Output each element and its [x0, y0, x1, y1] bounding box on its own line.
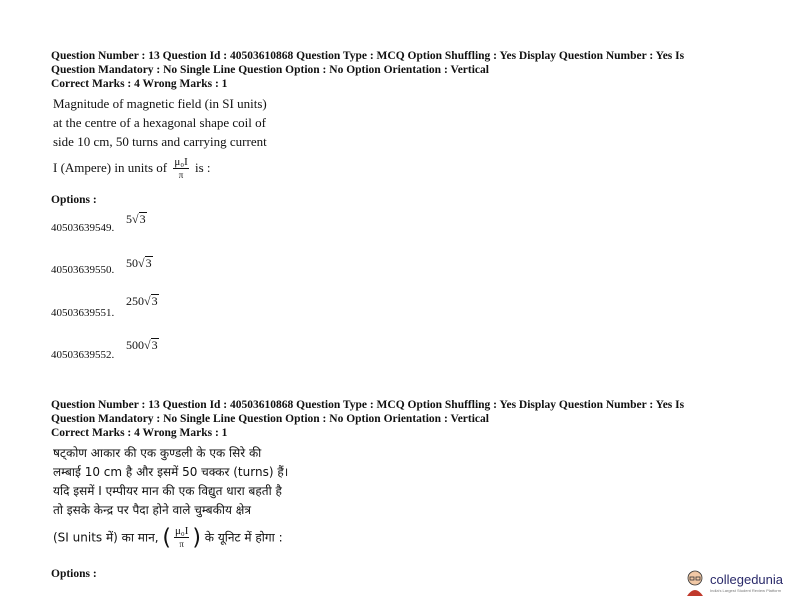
stem-line: तो इसके केन्द्र पर पैदा होने वाले चुम्बकीय क्षेत्र — [53, 503, 251, 517]
fraction-numerator: μ₀I — [174, 156, 188, 168]
sqrt-icon: √ — [138, 256, 145, 270]
meta-line: Question Mandatory : No Single Line Question Option : No Option Orientation : Vertical — [51, 64, 489, 76]
logo-text: collegedunia — [710, 572, 784, 587]
sqrt-icon: √ — [132, 212, 139, 226]
option-radicand: 3 — [145, 256, 152, 270]
options-label: Options : — [51, 194, 97, 206]
stem-line — [53, 526, 288, 550]
stem-line: side 10 cm, 50 turns and carrying current — [53, 134, 267, 149]
option-value — [126, 294, 159, 309]
stem-line: at the centre of a hexagonal shape coil of — [53, 115, 266, 130]
paren-open-icon: ( — [162, 525, 171, 551]
paren-close-icon: ) — [192, 525, 201, 551]
options-label: Options : — [51, 568, 97, 580]
meta-line: Question Number : 13 Question Id : 40503610868 Question Type : MCQ Option Shuffling : Yes Display Question Number : Yes Is — [51, 399, 685, 411]
fraction-denominator: π — [179, 539, 184, 549]
question-stem-en — [53, 94, 267, 181]
stem-line: लम्बाई 10 cm है और इसमें 50 चक्कर (turns) हैं। — [53, 465, 289, 479]
option-coefficient: 250 — [126, 294, 144, 308]
stem-line: षट्कोण आकार की एक कुण्डली के एक सिरे की — [53, 446, 262, 460]
option-id: 40503639549. — [51, 222, 115, 234]
option-radicand: 3 — [151, 294, 158, 308]
stem-line: यदि इसमें I एम्पीयर मान की एक विद्युत धारा बहती है — [53, 484, 282, 498]
stem-text: के यूनिट में होगा : — [204, 530, 283, 545]
option-value — [126, 212, 147, 227]
sqrt-icon: √ — [144, 294, 151, 308]
question-meta-hi — [51, 398, 741, 440]
mascot-icon — [682, 568, 708, 598]
option-coefficient: 5 — [126, 212, 132, 226]
stem-line — [53, 157, 267, 181]
option-id: 40503639551. — [51, 307, 115, 319]
option-id: 40503639552. — [51, 349, 115, 361]
logo-tagline: India's Largest Student Review Platform — [710, 588, 782, 593]
meta-line: Question Number : 13 Question Id : 40503610868 Question Type : MCQ Option Shuffling : Yes Display Question Number : Yes Is — [51, 50, 685, 62]
option-value — [126, 338, 159, 353]
option-value — [126, 256, 153, 271]
option-radicand: 3 — [151, 338, 158, 352]
option-coefficient: 50 — [126, 256, 138, 270]
question-meta-en — [51, 49, 741, 91]
sqrt-icon: √ — [144, 338, 151, 352]
stem-text: (SI units में) का मान, — [53, 530, 159, 545]
fraction-mu0-i-over-pi — [174, 526, 189, 550]
option-id: 40503639550. — [51, 264, 115, 276]
marks-line: Correct Marks : 4 Wrong Marks : 1 — [51, 427, 228, 439]
option-radicand: 3 — [139, 212, 146, 226]
fraction-numerator: μ₀I — [174, 525, 189, 537]
fraction-mu0-i-over-pi — [173, 157, 188, 181]
marks-line: Correct Marks : 4 Wrong Marks : 1 — [51, 78, 228, 90]
stem-text: I (Ampere) in units of — [53, 159, 168, 175]
stem-line: Magnitude of magnetic field (in SI units) — [53, 96, 267, 111]
fraction-denominator: π — [178, 170, 184, 180]
stem-text: is : — [195, 159, 211, 175]
collegedunia-logo — [682, 568, 792, 608]
option-coefficient: 500 — [126, 338, 144, 352]
meta-line: Question Mandatory : No Single Line Question Option : No Option Orientation : Vertical — [51, 413, 489, 425]
question-stem-hi — [53, 444, 288, 550]
